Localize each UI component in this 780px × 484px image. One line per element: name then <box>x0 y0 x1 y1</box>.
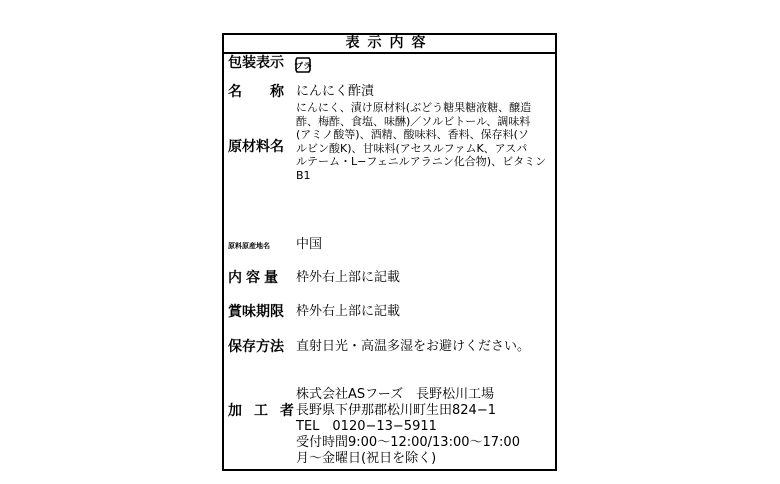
best-before-key: 賞味期限 <box>228 304 284 320</box>
origin-value: 中国 <box>296 237 323 252</box>
processor-line: 月〜金曜日(祝日を除く) <box>296 451 437 466</box>
name-key: 名 称 <box>228 84 284 100</box>
contents-value: 枠外右上部に記載 <box>296 270 401 285</box>
ingredients-value <box>296 101 551 182</box>
label-header: 表示内容 <box>224 35 555 54</box>
processor-row <box>228 387 551 471</box>
recycling-mark-text: プラ <box>295 61 311 71</box>
ingredients-line: ルビン酸K)、甘味料(アセスルファムK、アスパ <box>296 141 528 155</box>
ingredients-line: 酢、梅酢、食塩、味醂)／ソルビトール、調味料 <box>296 114 531 128</box>
processor-line: 長野県下伊那郡松川町生田824−1 <box>296 403 496 418</box>
ingredients-line: ルテーム・L−フェニルアラニン化合物)、ビタミン <box>296 155 547 168</box>
processor-key: 加工者 <box>228 403 306 419</box>
processor-value <box>296 387 551 467</box>
ingredients-line: にんにく、漬け原材料(ぶどう糖果糖液糖、醸造 <box>296 101 532 114</box>
ingredients-line: B1 <box>296 168 311 182</box>
contents-key: 内容量 <box>228 270 282 286</box>
plastic-recycling-icon <box>294 56 312 74</box>
processor-line: TEL 0120−13−5911 <box>296 419 437 434</box>
packaging-key: 包装表示 <box>228 55 284 71</box>
processor-line: 株式会社ASフーズ 長野松川工場 <box>296 387 495 402</box>
storage-key: 保存方法 <box>228 339 284 355</box>
processor-line: 受付時間9:00〜12:00/13:00〜17:00 <box>296 435 520 450</box>
ingredients-line: (アミノ酸等)、酒精、酸味料、香料、保存料(ソ <box>296 128 529 141</box>
name-value: にんにく酢漬 <box>296 84 375 99</box>
best-before-value: 枠外右上部に記載 <box>296 304 401 319</box>
origin-key: 原料原産地名 <box>228 242 270 250</box>
ingredients-key: 原材料名 <box>228 139 284 155</box>
storage-value: 直射日光・高温多湿をお避けください。 <box>296 339 531 354</box>
food-label-panel <box>222 33 557 471</box>
ingredients-row <box>228 101 551 197</box>
